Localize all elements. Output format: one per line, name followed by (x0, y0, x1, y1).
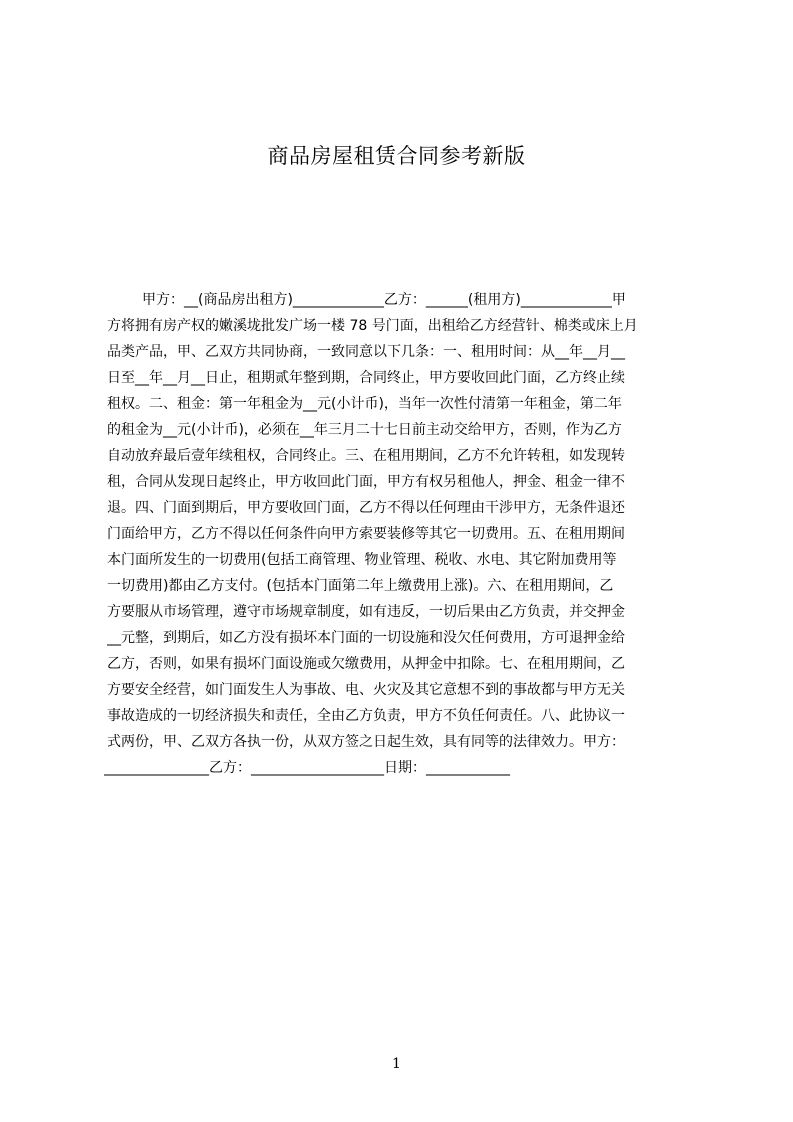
page-number: 1 (392, 1056, 401, 1072)
paragraph-line: 事故造成的一切经济损失和责任，全由乙方负责，甲方不负任何责任。八、此协议一 (107, 708, 625, 724)
paragraph-line: 租，合同从发现日起终止，甲方收回此门面，甲方有权另租他人，押金、租金一律不 (107, 474, 625, 490)
paragraph-line: 方将拥有房产权的嫩溪垅批发广场一楼 78 号门面，出租给乙方经营针、棉类或床上月 (107, 318, 638, 334)
paragraph-line: 方要安全经营，如门面发生人为事故、电、火灾及其它意想不到的事故都与甲方无关 (107, 682, 625, 698)
paragraph-line: 退。四、门面到期后，甲方要收回门面，乙方不得以任何理由干涉甲方，无条件退还 (107, 500, 625, 516)
paragraph-line: 式两份，甲、乙双方各执一份，从双方签之日起生效，具有同等的法律效力。甲方： (107, 734, 625, 750)
contract-body (104, 287, 697, 781)
paragraph-line: 一切费用)都由乙方支付。(包括本门面第二年上缴费用上涨)。六、在租用期间，乙 (107, 578, 614, 594)
paragraph-line: 乙方，否则，如果有损坏门面设施或欠缴费用，从押金中扣除。七、在租用期间，乙 (107, 656, 625, 672)
signature-line: _______________乙方：___________________日期：____________ (104, 760, 510, 776)
paragraph-line: 甲方：__(商品房出租方)_____________乙方：______(租用方)_____________甲 (142, 292, 626, 308)
paragraph-line: 方要服从市场管理，遵守市场规章制度，如有违反，一切后果由乙方负责，并交押金 (107, 604, 625, 620)
paragraph-line: 日至__年__月__日止，租期贰年整到期，合同终止，甲方要收回此门面，乙方终止续 (107, 370, 625, 386)
paragraph-line: 本门面所发生的一切费用(包括工商管理、物业管理、税收、水电、其它附加费用等 (107, 552, 617, 568)
paragraph-line: 门面给甲方，乙方不得以任何条件向甲方索要装修等其它一切费用。五、在租用期间 (107, 526, 625, 542)
paragraph-line: __元整，到期后，如乙方没有损坏本门面的一切设施和没欠任何费用，方可退押金给 (107, 630, 625, 646)
paragraph-line: 的租金为__元(小计币)，必须在__年三月二十七日前主动交给甲方，否则，作为乙方 (107, 422, 622, 438)
paragraph-line: 自动放弃最后壹年续租权，合同终止。三、在租用期间，乙方不允许转租，如发现转 (107, 448, 625, 464)
paragraph-line: 租权。二、租金：第一年租金为__元(小计币)，当年一次性付清第一年租金，第二年 (107, 396, 622, 412)
paragraph-line: 品类产品，甲、乙双方共同协商，一致同意以下几条：一、租用时间：从__年__月__ (107, 344, 625, 360)
document-title: 商品房屋租赁合同参考新版 (267, 144, 526, 168)
